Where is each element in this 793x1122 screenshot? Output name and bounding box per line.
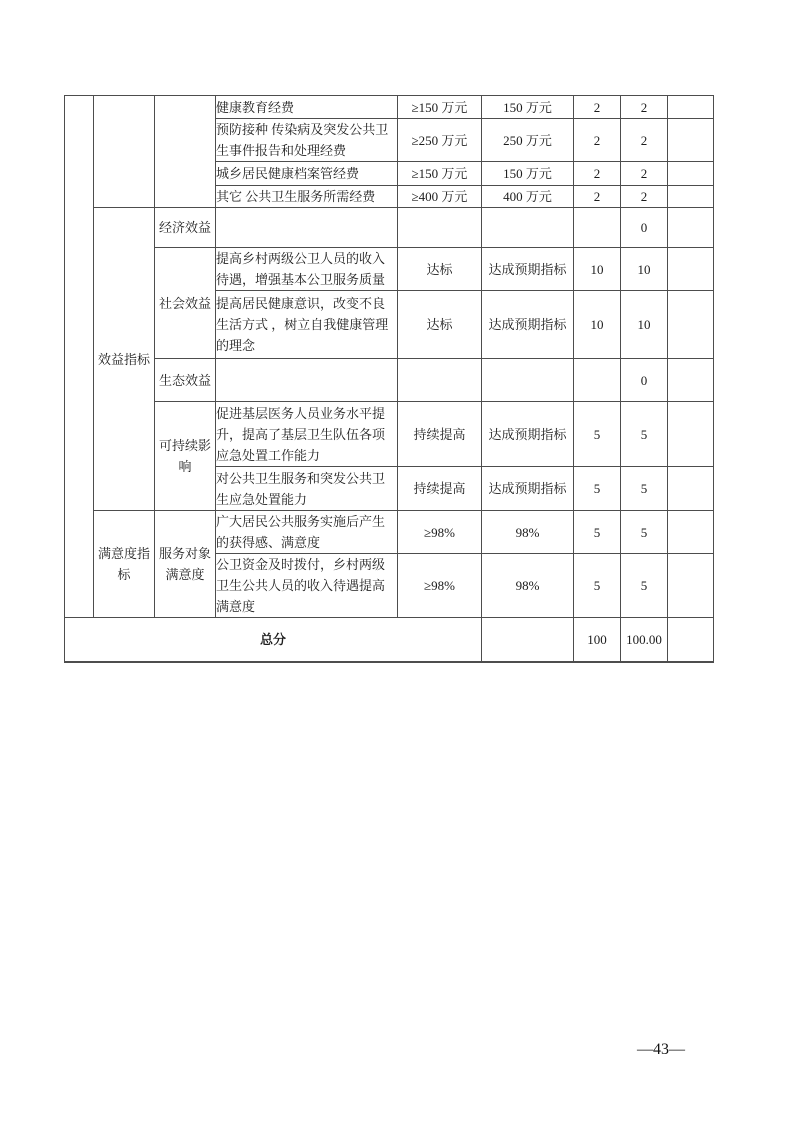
note-cell: [668, 359, 714, 402]
target-cell: ≥150 万元: [398, 162, 482, 186]
note-cell: [668, 96, 714, 119]
actual-cell: [482, 208, 574, 248]
group-economic-benefit: 经济效益: [155, 208, 216, 248]
gotscore-cell: 5: [621, 511, 668, 554]
desc-cell: 广大居民公共服务实施后产生的获得感、满意度: [216, 511, 398, 554]
score-cell: 5: [574, 511, 621, 554]
note-cell: [668, 186, 714, 208]
score-cell: 5: [574, 554, 621, 618]
group-c-empty-cell: [155, 96, 216, 208]
gotscore-cell: 2: [621, 186, 668, 208]
score-cell: 10: [574, 291, 621, 359]
score-cell: 5: [574, 402, 621, 467]
score-cell: [574, 359, 621, 402]
actual-cell: 达成预期指标: [482, 248, 574, 291]
score-cell: [574, 208, 621, 248]
actual-cell: 150 万元: [482, 162, 574, 186]
desc-cell: 预防接种 传染病及突发公共卫生事件报告和处理经费: [216, 119, 398, 162]
target-cell: 持续提高: [398, 402, 482, 467]
group-social-benefit: 社会效益: [155, 248, 216, 359]
desc-cell: [216, 359, 398, 402]
note-cell: [668, 162, 714, 186]
group-b-empty-cell: [94, 96, 155, 208]
gotscore-cell: 10: [621, 248, 668, 291]
actual-cell: [482, 359, 574, 402]
group-ecological-benefit: 生态效益: [155, 359, 216, 402]
target-cell: ≥150 万元: [398, 96, 482, 119]
note-cell: [668, 402, 714, 467]
target-cell: [398, 359, 482, 402]
table-row: [65, 511, 714, 554]
gotscore-cell: 5: [621, 402, 668, 467]
total-actual-cell: [482, 618, 574, 662]
gotscore-cell: 2: [621, 119, 668, 162]
gotscore-cell: 5: [621, 467, 668, 511]
actual-cell: 98%: [482, 511, 574, 554]
note-cell: [668, 248, 714, 291]
total-row: [65, 618, 714, 662]
target-cell: ≥98%: [398, 554, 482, 618]
table-row: [65, 402, 714, 467]
actual-cell: 250 万元: [482, 119, 574, 162]
score-cell: 2: [574, 119, 621, 162]
score-cell: 2: [574, 162, 621, 186]
note-cell: [668, 511, 714, 554]
note-cell: [668, 554, 714, 618]
note-cell: [668, 467, 714, 511]
group-satisfaction-indicators: 满意度指标: [94, 511, 155, 618]
gotscore-cell: 0: [621, 208, 668, 248]
actual-cell: 400 万元: [482, 186, 574, 208]
target-cell: ≥250 万元: [398, 119, 482, 162]
note-cell: [668, 618, 714, 662]
table-row: [65, 96, 714, 119]
gotscore-cell: 2: [621, 162, 668, 186]
total-gotscore-cell: 100.00: [621, 618, 668, 662]
desc-cell: 健康教育经费: [216, 96, 398, 119]
gotscore-cell: 2: [621, 96, 668, 119]
total-label-cell: 总分: [65, 618, 482, 662]
gotscore-cell: 10: [621, 291, 668, 359]
score-cell: 5: [574, 467, 621, 511]
desc-cell: [216, 208, 398, 248]
target-cell: 持续提高: [398, 467, 482, 511]
note-cell: [668, 291, 714, 359]
desc-cell: 公卫资金及时拨付，乡村两级卫生公共人员的收入待遇提高满意度: [216, 554, 398, 618]
target-cell: ≥400 万元: [398, 186, 482, 208]
score-cell: 10: [574, 248, 621, 291]
actual-cell: 达成预期指标: [482, 402, 574, 467]
desc-cell: 对公共卫生服务和突发公共卫生应急处置能力: [216, 467, 398, 511]
desc-cell: 促进基层医务人员业务水平提升，提高了基层卫生队伍各项应急处置工作能力: [216, 402, 398, 467]
group-sustainable-impact: 可持续影响: [155, 402, 216, 511]
score-cell: 2: [574, 186, 621, 208]
table-row: [65, 359, 714, 402]
target-cell: ≥98%: [398, 511, 482, 554]
page-number: —43—: [637, 1041, 685, 1058]
actual-cell: 150 万元: [482, 96, 574, 119]
group-benefit-indicators: 效益指标: [94, 208, 155, 511]
note-cell: [668, 119, 714, 162]
actual-cell: 达成预期指标: [482, 291, 574, 359]
table-row: [65, 248, 714, 291]
actual-cell: 达成预期指标: [482, 467, 574, 511]
total-score-cell: 100: [574, 618, 621, 662]
gotscore-cell: 0: [621, 359, 668, 402]
left-margin-cell: [65, 96, 94, 618]
desc-cell: 其它 公共卫生服务所需经费: [216, 186, 398, 208]
gotscore-cell: 5: [621, 554, 668, 618]
score-cell: 2: [574, 96, 621, 119]
target-cell: 达标: [398, 248, 482, 291]
desc-cell: 提高居民健康意识，改变不良生活方式 ，树立自我健康管理的理念: [216, 291, 398, 359]
actual-cell: 98%: [482, 554, 574, 618]
desc-cell: 城乡居民健康档案管经费: [216, 162, 398, 186]
desc-cell: 提高乡村两级公卫人员的收入待遇，增强基本公卫服务质量: [216, 248, 398, 291]
note-cell: [668, 208, 714, 248]
target-cell: [398, 208, 482, 248]
group-service-target-satisfaction: 服务对象满意度: [155, 511, 216, 618]
performance-indicator-table: [64, 95, 714, 663]
target-cell: 达标: [398, 291, 482, 359]
table-row: [65, 208, 714, 248]
